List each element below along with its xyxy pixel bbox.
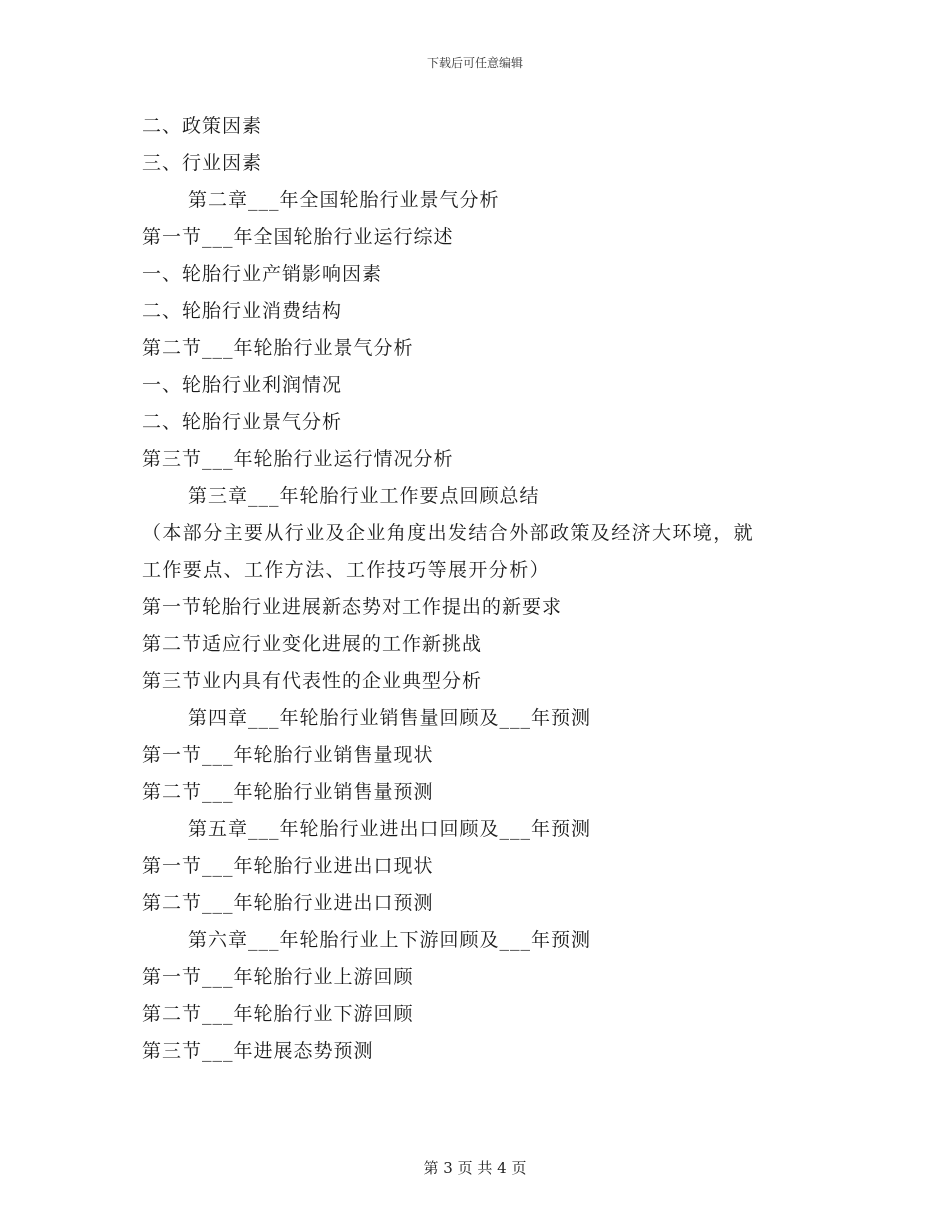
list-item: 一、轮胎行业利润情况 xyxy=(142,374,343,396)
chapter-heading: 第三章___年轮胎行业工作要点回顾总结 xyxy=(188,485,540,507)
chapter-heading: 第二章___年全国轮胎行业景气分析 xyxy=(188,189,500,211)
chapter-heading: 第五章___年轮胎行业进出口回顾及___年预测 xyxy=(188,818,592,840)
list-item: 二、政策因素 xyxy=(142,115,263,137)
chapter-heading: 第四章___年轮胎行业销售量回顾及___年预测 xyxy=(188,707,592,729)
chapter-heading: 第六章___年轮胎行业上下游回顾及___年预测 xyxy=(188,929,592,951)
paragraph-line: 工作要点、工作方法、工作技巧等展开分析） xyxy=(142,559,551,581)
section-heading: 第二节___年轮胎行业进出口预测 xyxy=(142,892,434,914)
list-item: 三、行业因素 xyxy=(142,152,263,174)
section-heading: 第一节轮胎行业进展新态势对工作提出的新要求 xyxy=(142,596,563,618)
section-heading: 第一节___年轮胎行业进出口现状 xyxy=(142,855,434,877)
list-item: 二、轮胎行业消费结构 xyxy=(142,300,343,322)
section-heading: 第二节___年轮胎行业销售量预测 xyxy=(142,781,434,803)
document-body xyxy=(142,108,822,1070)
section-heading: 第二节适应行业变化进展的工作新挑战 xyxy=(142,633,483,655)
list-item: 二、轮胎行业景气分析 xyxy=(142,411,343,433)
paragraph-line: （本部分主要从行业及企业角度出发结合外部政策及经济大环境，就 xyxy=(142,522,755,544)
section-heading: 第三节业内具有代表性的企业典型分析 xyxy=(142,670,483,692)
page-footer: 第 3 页 共 4 页 xyxy=(423,1159,527,1177)
section-heading: 第二节___年轮胎行业景气分析 xyxy=(142,337,414,359)
section-heading: 第二节___年轮胎行业下游回顾 xyxy=(142,1003,414,1025)
section-heading: 第三节___年轮胎行业运行情况分析 xyxy=(142,448,454,470)
section-heading: 第一节___年轮胎行业上游回顾 xyxy=(142,966,414,988)
section-heading: 第一节___年全国轮胎行业运行综述 xyxy=(142,226,454,248)
list-item: 一、轮胎行业产销影响因素 xyxy=(142,263,383,285)
section-heading: 第一节___年轮胎行业销售量现状 xyxy=(142,744,434,766)
section-heading: 第三节___年进展态势预测 xyxy=(142,1040,374,1062)
page-header: 下载后可任意编辑 xyxy=(426,56,523,70)
